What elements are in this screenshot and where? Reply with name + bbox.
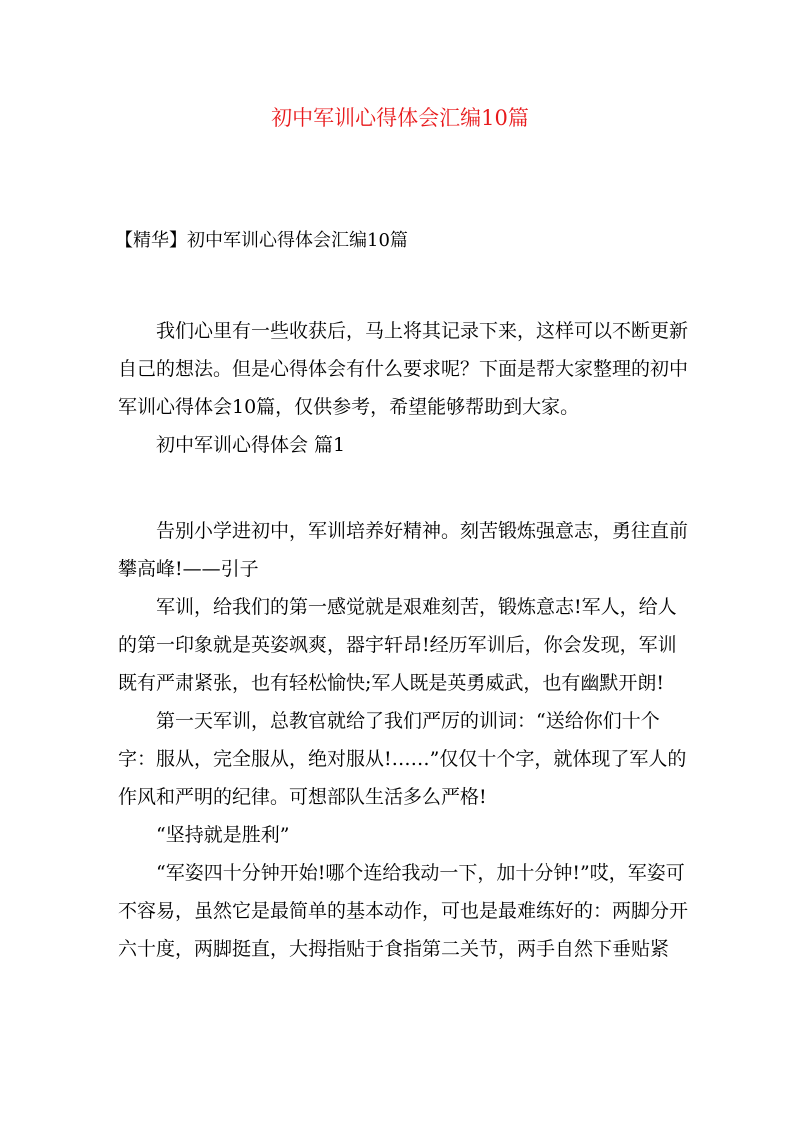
body-paragraph: 第一天军训，总教官就给了我们严厉的训词：“送给你们十个字：服从，完全服从，绝对服从!……”仅仅十个字，就体现了军人的作风和严明的纪律。可想部队生活多么严格!: [118, 710, 687, 808]
body-paragraph: 军训，给我们的第一感觉就是艰难刻苦，锻炼意志!军人，给人的第一印象就是英姿飒爽，器宇轩昂!经历军训后，你会发现，军训既有严肃紧张，也有轻松愉快;军人既是英勇威武，也有幽默开朗!: [118, 596, 677, 694]
document-subtitle: 【精华】初中军训心得体会汇编10篇: [115, 230, 408, 251]
document-body: [118, 312, 688, 968]
section-heading: 初中军训心得体会 篇1: [156, 434, 346, 456]
body-paragraph: “坚持就是胜利”: [156, 824, 290, 846]
blank-line: [118, 464, 688, 512]
body-paragraph: “军姿四十分钟开始!哪个连给我动一下，加十分钟!”哎，军姿可不容易，虽然它是最简单的基本动作，可也是最难练好的：两脚分开六十度，两脚挺直，大拇指贴于食指第二关节，两手自然下垂贴紧: [118, 862, 689, 960]
document-title: 初中军训心得体会汇编10篇: [271, 106, 529, 130]
intro-paragraph: 我们心里有一些收获后，马上将其记录下来，这样可以不断更新自己的想法。但是心得体会有什么要求呢？下面是帮大家整理的初中军训心得体会10篇，仅供参考，希望能够帮助到大家。: [118, 320, 689, 418]
body-paragraph: 告别小学进初中，军训培养好精神。刻苦锻炼强意志，勇往直前攀高峰!——引子: [118, 520, 689, 580]
